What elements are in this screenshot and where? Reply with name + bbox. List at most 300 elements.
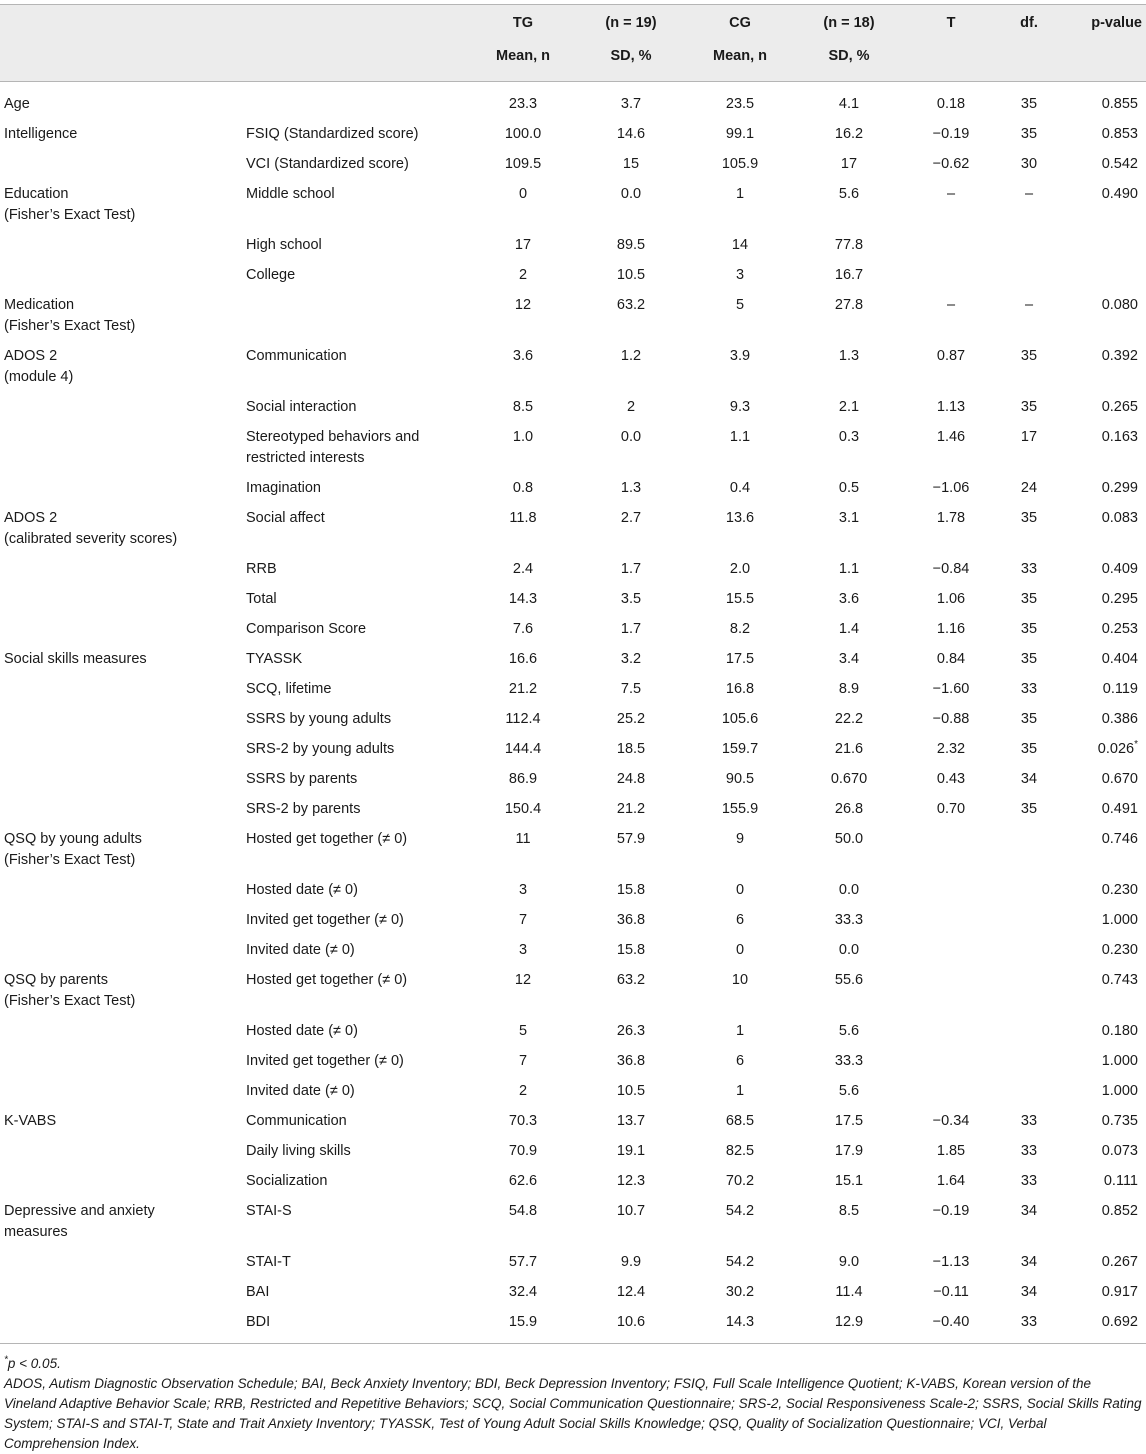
cell-cg-mean: [686, 645, 794, 675]
cell-tg-sd-text: 63.2: [616, 297, 646, 313]
cell-p-value: [1060, 645, 1146, 675]
cell-p-value: [1060, 1248, 1146, 1278]
cell-tg-mean: [470, 735, 576, 765]
row-measure-label: [240, 1278, 470, 1308]
row-group-label: [0, 1197, 240, 1248]
cell-df: [998, 906, 1060, 936]
cell-p-value: [1060, 150, 1146, 180]
cell-cg-mean: [686, 705, 794, 735]
cell-tg-sd: [576, 423, 686, 474]
row-measure-label: [240, 555, 470, 585]
cell-tg-sd: [576, 966, 686, 1017]
cell-p-value-text: 0.230: [1101, 942, 1138, 958]
table-row: [0, 291, 1146, 342]
row-measure-label: [240, 876, 470, 906]
cell-t: [904, 291, 998, 342]
cell-df: [998, 765, 1060, 795]
cell-cg-sd: [794, 1308, 904, 1344]
row-measure-label: [240, 795, 470, 825]
row-group-label-text: Social skills measures: [4, 651, 147, 667]
cell-cg-sd: [794, 1197, 904, 1248]
cell-df: [998, 120, 1060, 150]
row-measure-label-text: Hosted get together (≠ 0): [246, 972, 408, 988]
cell-tg-sd: [576, 342, 686, 393]
table-row: [0, 1017, 1146, 1047]
cell-t: [904, 555, 998, 585]
cell-df: [998, 675, 1060, 705]
row-measure-label: [240, 705, 470, 735]
cell-tg-sd-text: 24.8: [616, 771, 646, 787]
row-measure-label-text: Imagination: [246, 480, 321, 496]
cell-cg-mean: [686, 120, 794, 150]
cell-cg-sd: [794, 735, 904, 765]
cell-tg-sd: [576, 705, 686, 735]
cell-cg-mean-text: 82.5: [725, 1143, 755, 1159]
header2-cell-empty-4: [998, 38, 1060, 82]
cell-cg-mean: [686, 1047, 794, 1077]
cell-tg-mean: [470, 825, 576, 876]
cell-tg-sd: [576, 765, 686, 795]
row-group-label: [0, 675, 240, 705]
cell-tg-sd-text: 10.6: [616, 1314, 646, 1330]
cell-p-value-text: 0.855: [1101, 96, 1138, 112]
cell-cg-sd-text: 8.9: [838, 681, 860, 697]
cell-cg-sd-text: 1.3: [838, 348, 860, 364]
cell-tg-mean: [470, 585, 576, 615]
cell-tg-mean: [470, 1167, 576, 1197]
row-measure-label-text: TYASSK: [246, 651, 303, 667]
cell-p-value: [1060, 1017, 1146, 1047]
table-row: [0, 1308, 1146, 1344]
cell-cg-mean-text: 54.2: [725, 1203, 755, 1219]
row-measure-label-text: RRB: [246, 561, 277, 577]
cell-t: [904, 615, 998, 645]
cell-tg-sd-text: 15.8: [616, 882, 646, 898]
cell-cg-mean-text: 105.6: [721, 711, 759, 727]
cell-df-text: –: [1024, 297, 1034, 313]
cell-tg-sd: [576, 150, 686, 180]
cell-tg-mean-text: 62.6: [508, 1173, 538, 1189]
significance-mark: *: [4, 1354, 8, 1366]
row-measure-label-text: SSRS by young adults: [246, 711, 392, 727]
results-table: [0, 4, 1146, 1344]
cell-cg-sd-text: 5.6: [838, 1083, 860, 1099]
cell-p-value-text: 0.073: [1101, 1143, 1138, 1159]
row-measure-label: [240, 645, 470, 675]
cell-cg-mean: [686, 1278, 794, 1308]
cell-cg-sd: [794, 1017, 904, 1047]
cell-tg-mean: [470, 261, 576, 291]
row-measure-label-text: Invited date (≠ 0): [246, 942, 355, 958]
header-row-2: [0, 38, 1146, 82]
cell-tg-mean-text: 57.7: [508, 1254, 538, 1270]
row-group-label: [0, 765, 240, 795]
cell-p-value: [1060, 615, 1146, 645]
cell-p-value-text: 0.746: [1101, 831, 1138, 847]
cell-cg-mean: [686, 936, 794, 966]
cell-cg-mean: [686, 555, 794, 585]
cell-tg-sd: [576, 474, 686, 504]
cell-t: [904, 231, 998, 261]
cell-df-text: 33: [1020, 1143, 1038, 1159]
cell-p-value-text: 0.295: [1101, 591, 1138, 607]
cell-df-text: 35: [1020, 591, 1038, 607]
cell-cg-sd-text: 12.9: [834, 1314, 864, 1330]
cell-cg-sd-text: 0.3: [838, 429, 860, 445]
cell-p-value-text: 0.253: [1101, 621, 1138, 637]
table-body: [0, 82, 1146, 1344]
cell-df: [998, 615, 1060, 645]
cell-tg-mean-text: 1.0: [512, 429, 534, 445]
row-measure-label: [240, 423, 470, 474]
cell-cg-sd: [794, 1167, 904, 1197]
cell-tg-mean: [470, 966, 576, 1017]
cell-p-value-text: 0.386: [1101, 711, 1138, 727]
table-row: [0, 1077, 1146, 1107]
cell-t: [904, 966, 998, 1017]
cell-tg-sd: [576, 795, 686, 825]
cell-p-value-text: 1.000: [1101, 912, 1138, 928]
cell-df: [998, 291, 1060, 342]
cell-cg-sd-text: 17: [840, 156, 858, 172]
row-group-label: [0, 936, 240, 966]
cell-cg-mean-text: 1: [735, 1083, 745, 1099]
cell-tg-sd-text: 1.3: [620, 480, 642, 496]
row-measure-label: [240, 615, 470, 645]
cell-df-text: 35: [1020, 741, 1038, 757]
cell-cg-sd-text: 77.8: [834, 237, 864, 253]
cell-t: [904, 1197, 998, 1248]
cell-df-text: 30: [1020, 156, 1038, 172]
cell-tg-mean-text: 86.9: [508, 771, 538, 787]
cell-p-value-text: 0.265: [1101, 399, 1138, 415]
cell-tg-sd: [576, 585, 686, 615]
row-measure-label-text: Invited get together (≠ 0): [246, 912, 404, 928]
cell-cg-sd: [794, 1107, 904, 1137]
cell-cg-sd-text: 4.1: [838, 96, 860, 112]
row-measure-label-text: Total: [246, 591, 277, 607]
cell-p-value: [1060, 1278, 1146, 1308]
cell-df-text: –: [1024, 186, 1034, 202]
table-row: [0, 795, 1146, 825]
cell-p-value: [1060, 705, 1146, 735]
cell-cg-mean-text: 6: [735, 1053, 745, 1069]
cell-cg-sd-text: 22.2: [834, 711, 864, 727]
cell-tg-sd-text: 19.1: [616, 1143, 646, 1159]
cell-tg-mean: [470, 615, 576, 645]
cell-df-text: 33: [1020, 561, 1038, 577]
row-measure-label-text: FSIQ (Standardized score): [246, 126, 419, 142]
cell-p-value: [1060, 423, 1146, 474]
row-measure-label: [240, 474, 470, 504]
row-measure-label: [240, 675, 470, 705]
cell-tg-sd: [576, 1308, 686, 1344]
cell-cg-mean-text: 23.5: [725, 96, 755, 112]
row-measure-label-text: Middle school: [246, 186, 335, 202]
cell-t-text: 0.43: [936, 771, 966, 787]
cell-df: [998, 504, 1060, 555]
row-measure-label: [240, 966, 470, 1017]
significance-note: [4, 1354, 1142, 1374]
row-group-label: [0, 876, 240, 906]
table-row: [0, 1167, 1146, 1197]
cell-cg-sd: [794, 1077, 904, 1107]
cell-tg-mean-text: 7.6: [512, 621, 534, 637]
cell-tg-mean-text: 70.3: [508, 1113, 538, 1129]
cell-cg-mean: [686, 825, 794, 876]
cell-cg-sd: [794, 261, 904, 291]
cell-t-text: 1.06: [936, 591, 966, 607]
row-measure-label-text: Invited date (≠ 0): [246, 1083, 355, 1099]
cell-cg-sd-text: 5.6: [838, 1023, 860, 1039]
cell-tg-mean-text: 150.4: [504, 801, 542, 817]
cell-cg-sd: [794, 150, 904, 180]
cell-t-text: −1.60: [932, 681, 970, 697]
cell-cg-mean: [686, 180, 794, 231]
header-row-1: [0, 5, 1146, 39]
row-measure-label-text: Hosted date (≠ 0): [246, 1023, 358, 1039]
cell-cg-mean: [686, 615, 794, 645]
cell-p-value: [1060, 825, 1146, 876]
cell-t-text: −0.34: [932, 1113, 970, 1129]
row-measure-label: [240, 1197, 470, 1248]
cell-cg-mean-text: 6: [735, 912, 745, 928]
cell-cg-mean: [686, 735, 794, 765]
cell-tg-sd: [576, 180, 686, 231]
cell-t: [904, 180, 998, 231]
table-row: [0, 474, 1146, 504]
row-measure-label: [240, 150, 470, 180]
cell-cg-mean: [686, 261, 794, 291]
cell-p-value-text: 0.735: [1101, 1113, 1138, 1129]
cell-t: [904, 504, 998, 555]
cell-cg-sd: [794, 120, 904, 150]
row-measure-label: [240, 261, 470, 291]
table-row: [0, 393, 1146, 423]
cell-cg-sd: [794, 1248, 904, 1278]
cell-cg-sd: [794, 82, 904, 121]
cell-tg-mean-text: 7: [518, 1053, 528, 1069]
cell-tg-sd: [576, 1248, 686, 1278]
cell-cg-sd: [794, 675, 904, 705]
row-measure-label-text: Hosted date (≠ 0): [246, 882, 358, 898]
cell-t-text: 2.32: [936, 741, 966, 757]
cell-tg-mean: [470, 1137, 576, 1167]
header-t: T: [904, 5, 998, 39]
cell-tg-sd: [576, 1137, 686, 1167]
table-row: [0, 231, 1146, 261]
cell-cg-sd-text: 9.0: [838, 1254, 860, 1270]
row-measure-label-text: BDI: [246, 1314, 271, 1330]
table-row: [0, 1137, 1146, 1167]
cell-cg-sd: [794, 876, 904, 906]
cell-p-value-text: 0.119: [1102, 681, 1138, 697]
cell-cg-sd: [794, 291, 904, 342]
cell-cg-sd: [794, 1047, 904, 1077]
cell-tg-sd-text: 18.5: [616, 741, 646, 757]
row-group-label: [0, 393, 240, 423]
cell-tg-sd: [576, 120, 686, 150]
cell-tg-sd-text: 3.5: [620, 591, 642, 607]
cell-tg-sd: [576, 82, 686, 121]
row-group-label: [0, 1137, 240, 1167]
row-measure-label-text: STAI-S: [246, 1203, 292, 1219]
cell-t: [904, 735, 998, 765]
cell-cg-sd: [794, 555, 904, 585]
cell-tg-sd: [576, 393, 686, 423]
cell-cg-sd-text: 15.1: [834, 1173, 864, 1189]
row-measure-label: [240, 1107, 470, 1137]
cell-df: [998, 1077, 1060, 1107]
cell-t-text: 1.78: [936, 510, 966, 526]
cell-t: [904, 261, 998, 291]
cell-tg-mean-text: 2.4: [512, 561, 534, 577]
table-row: [0, 1107, 1146, 1137]
cell-cg-mean-text: 30.2: [725, 1284, 755, 1300]
cell-cg-sd-text: 16.7: [834, 267, 864, 283]
table-row: [0, 555, 1146, 585]
cell-df: [998, 1107, 1060, 1137]
row-measure-label: [240, 1047, 470, 1077]
cell-cg-mean: [686, 82, 794, 121]
cell-t: [904, 342, 998, 393]
cell-tg-sd-text: 1.2: [620, 348, 642, 364]
table-row: [0, 615, 1146, 645]
cell-tg-mean: [470, 795, 576, 825]
cell-cg-mean: [686, 1248, 794, 1278]
row-measure-label: [240, 504, 470, 555]
cell-df-text: 33: [1020, 1113, 1038, 1129]
cell-p-value-text: 0.409: [1101, 561, 1138, 577]
cell-cg-sd-text: 21.6: [834, 741, 864, 757]
cell-cg-mean-text: 1: [735, 1023, 745, 1039]
row-group-label: [0, 705, 240, 735]
cell-p-value-text: 1.000: [1101, 1083, 1138, 1099]
cell-tg-mean: [470, 291, 576, 342]
cell-tg-sd: [576, 291, 686, 342]
cell-cg-sd-text: 26.8: [834, 801, 864, 817]
row-group-label-text: K-VABS: [4, 1113, 57, 1129]
cell-cg-mean: [686, 393, 794, 423]
cell-tg-mean: [470, 675, 576, 705]
row-measure-label-text: SRS-2 by parents: [246, 801, 361, 817]
cell-tg-sd-text: 10.5: [616, 267, 646, 283]
cell-p-value: [1060, 555, 1146, 585]
row-measure-label: [240, 765, 470, 795]
cell-t: [904, 1107, 998, 1137]
cell-cg-mean: [686, 1017, 794, 1047]
cell-cg-mean: [686, 675, 794, 705]
cell-cg-sd: [794, 936, 904, 966]
cell-df: [998, 261, 1060, 291]
cell-p-value: [1060, 231, 1146, 261]
row-measure-label: [240, 1167, 470, 1197]
cell-cg-mean-text: 14.3: [725, 1314, 755, 1330]
cell-cg-sd-text: 0.0: [838, 882, 860, 898]
row-group-label-text: QSQ by young adults (Fisher’s Exact Test): [4, 831, 142, 868]
cell-df: [998, 150, 1060, 180]
cell-p-value-text: 0.917: [1101, 1284, 1138, 1300]
row-measure-label-text: SSRS by parents: [246, 771, 358, 787]
table-row: [0, 1278, 1146, 1308]
cell-tg-sd-text: 26.3: [616, 1023, 646, 1039]
cell-cg-sd-text: 3.1: [838, 510, 860, 526]
cell-cg-mean-text: 17.5: [725, 651, 755, 667]
cell-t-text: 1.46: [936, 429, 966, 445]
cell-df: [998, 1137, 1060, 1167]
table-row: [0, 1197, 1146, 1248]
cell-p-value: [1060, 291, 1146, 342]
cell-df: [998, 1047, 1060, 1077]
header-tg-n: (n = 19): [576, 5, 686, 39]
cell-cg-mean-text: 1: [735, 186, 745, 202]
cell-tg-sd-text: 0.0: [620, 429, 642, 445]
cell-df-text: 17: [1020, 429, 1038, 445]
cell-df-text: 35: [1020, 510, 1038, 526]
row-group-label: [0, 474, 240, 504]
cell-tg-mean-text: 14.3: [508, 591, 538, 607]
cell-p-value-text: 0.026: [1097, 741, 1135, 757]
cell-cg-mean: [686, 966, 794, 1017]
table-row: [0, 150, 1146, 180]
table-row: [0, 876, 1146, 906]
cell-cg-sd-text: 0.670: [830, 771, 868, 787]
cell-p-value: [1060, 795, 1146, 825]
row-group-label-text: Intelligence: [4, 126, 78, 142]
row-group-label: [0, 120, 240, 150]
cell-tg-sd-text: 25.2: [616, 711, 646, 727]
cell-tg-sd-text: 9.9: [620, 1254, 642, 1270]
cell-df-text: 33: [1020, 1314, 1038, 1330]
cell-tg-sd-text: 3.2: [620, 651, 642, 667]
cell-t: [904, 120, 998, 150]
row-measure-label: [240, 342, 470, 393]
row-measure-label-text: Hosted get together (≠ 0): [246, 831, 408, 847]
cell-cg-mean-text: 16.8: [725, 681, 755, 697]
header-cg: CG: [686, 5, 794, 39]
cell-tg-sd-text: 3.7: [620, 96, 642, 112]
row-group-label: [0, 555, 240, 585]
header-cell-empty-2: [240, 5, 470, 39]
cell-tg-sd-text: 10.7: [616, 1203, 646, 1219]
cell-tg-mean-text: 109.5: [504, 156, 542, 172]
cell-cg-sd: [794, 825, 904, 876]
row-measure-label: [240, 120, 470, 150]
cell-cg-sd: [794, 342, 904, 393]
cell-p-value-text: 0.670: [1101, 771, 1138, 787]
row-group-label: [0, 795, 240, 825]
cell-cg-sd: [794, 765, 904, 795]
cell-cg-sd: [794, 906, 904, 936]
row-measure-label-text: Invited get together (≠ 0): [246, 1053, 404, 1069]
cell-df: [998, 1017, 1060, 1047]
cell-df-text: 33: [1020, 1173, 1038, 1189]
cell-cg-sd: [794, 231, 904, 261]
table-row: [0, 261, 1146, 291]
cell-tg-sd: [576, 936, 686, 966]
cell-tg-sd-text: 0.0: [620, 186, 642, 202]
cell-cg-sd: [794, 423, 904, 474]
cell-tg-sd: [576, 825, 686, 876]
cell-p-value: [1060, 1167, 1146, 1197]
cell-t: [904, 876, 998, 906]
row-measure-label: [240, 1248, 470, 1278]
cell-cg-mean-text: 15.5: [725, 591, 755, 607]
cell-cg-mean-text: 5: [735, 297, 745, 313]
cell-df-text: 35: [1020, 96, 1038, 112]
table-row: [0, 1248, 1146, 1278]
row-measure-label-text: College: [246, 267, 296, 283]
